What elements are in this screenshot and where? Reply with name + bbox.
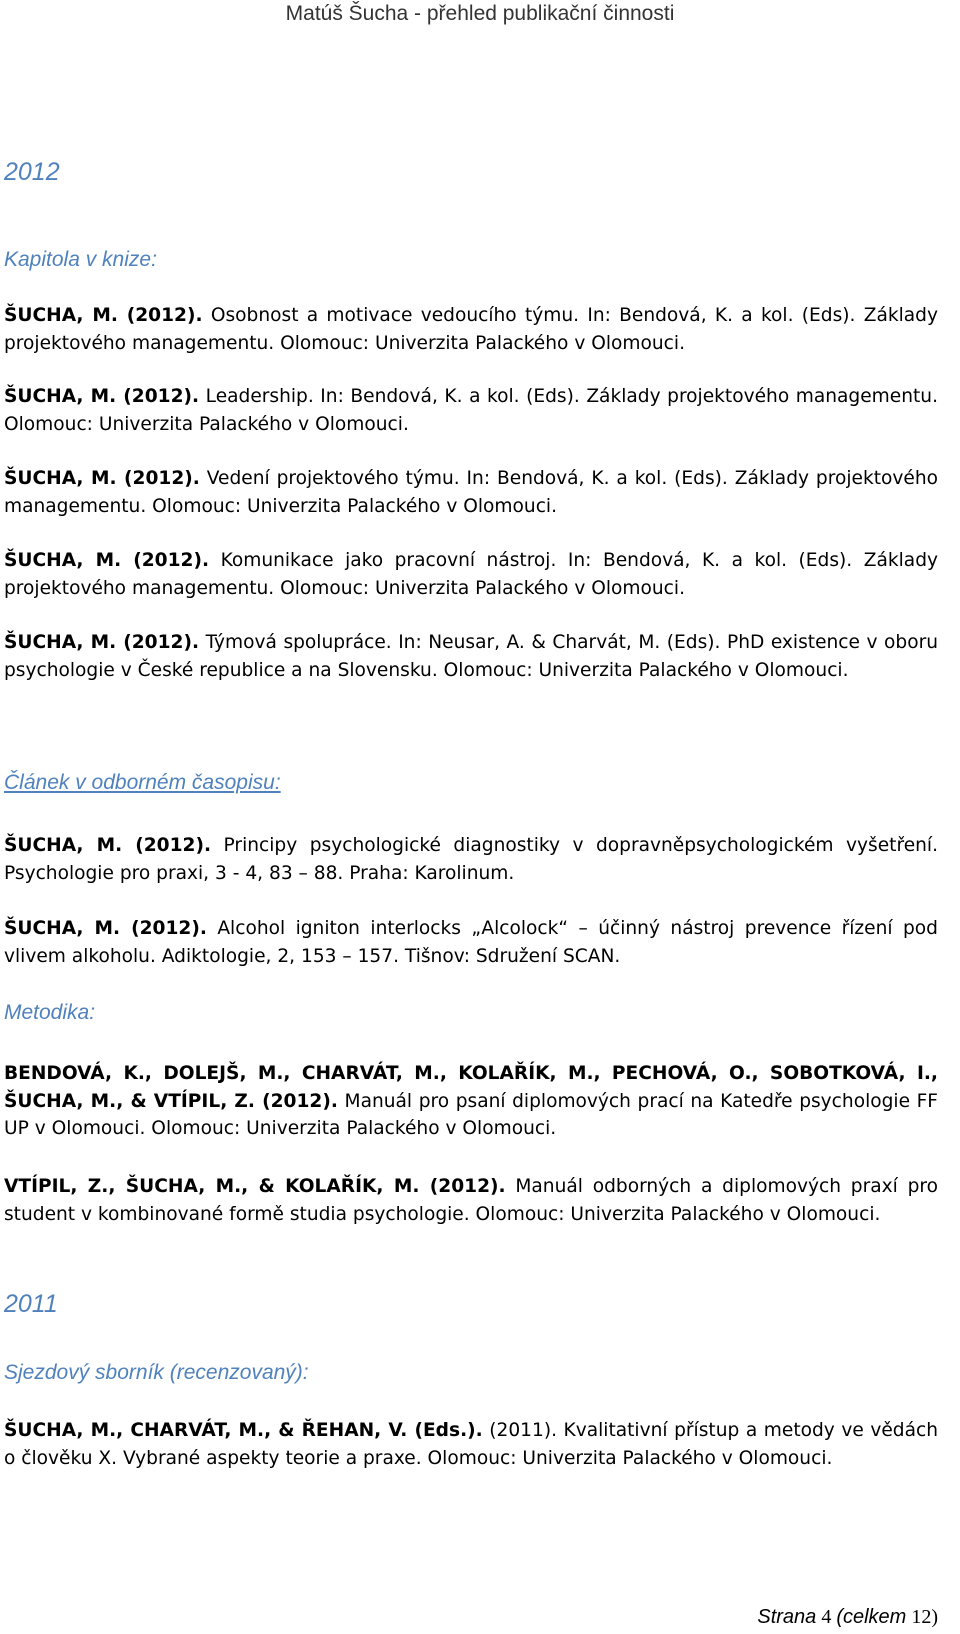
section-heading-clanek: Článek v odborném časopisu: (4, 771, 281, 794)
entry-authors: BENDOVÁ, K., DOLEJŠ, M., CHARVÁT, M., KOLAŘÍK, M., PECHOVÁ, O., SOBOTKOVÁ, I., ŠUCHA, M., & VTÍPIL, Z. (2012). (4, 1063, 938, 1112)
page-header: Matúš Šucha - přehled publikační činnosti (285, 2, 675, 25)
footer-total-pages: 12) (911, 1606, 938, 1628)
entry-text: Manuál pro psaní diplomových prací na Katedře psychologie FF UP v Olomouci. Olomouc: Univerzita Palackého v Olomouci. (4, 1090, 939, 1139)
publication-entry (4, 383, 938, 438)
entry-text: Alcohol igniton interlocks „Alcolock“ – účinný nástroj prevence řízení pod vlivem alkoholu. Adiktologie, 2, 153 – 157. Tišnov: Sdružení SCAN. (4, 918, 938, 967)
footer-page-number: 4 (821, 1606, 832, 1628)
entry-authors: ŠUCHA, M. (2012). (4, 305, 203, 326)
publication-entry (4, 832, 938, 887)
entry-text: Komunikace jako pracovní nástroj. In: Bendová, K. a kol. (Eds). Základy projektového managementu. Olomouc: Univerzita Palackého v Olomouci. (4, 550, 938, 599)
entry-text: (2011). Kvalitativní přístup a metody ve vědách o člověku X. Vybrané aspekty teorie a praxe. Olomouc: Univerzita Palackého v Olomouci. (4, 1420, 938, 1469)
section-heading-metodika: Metodika: (4, 1001, 96, 1024)
publication-entry (4, 1173, 938, 1228)
entry-text: Leadership. In: Bendová, K. a kol. (Eds). Základy projektového managementu. Olomouc: Univerzita Palackého v Olomouci. (4, 386, 938, 435)
publication-entry (4, 547, 938, 602)
publication-entry (4, 1060, 938, 1143)
entry-authors: ŠUCHA, M. (2012). (4, 468, 200, 489)
entry-authors: ŠUCHA, M. (2012). (4, 835, 212, 856)
entry-text: Týmová spolupráce. In: Neusar, A. & Charvát, M. (Eds). PhD existence v oboru psychologie v České republice a na Slovensku. Olomouc: Univerzita Palackého v Olomouci. (4, 632, 938, 681)
page-footer (757, 1606, 938, 1629)
entry-authors: ŠUCHA, M. (2012). (4, 550, 210, 571)
publication-entry (4, 465, 938, 520)
footer-strana-label: Strana (757, 1606, 817, 1628)
year-heading-2011: 2011 (4, 1290, 58, 1318)
entry-authors: ŠUCHA, M. (2012). (4, 386, 200, 407)
entry-text: Principy psychologické diagnostiky v dopravněpsychologickém vyšetření. Psychologie pro praxi, 3 - 4, 83 – 88. Praha: Karolinum. (4, 835, 938, 884)
publication-entry (4, 629, 938, 684)
publication-entry (4, 302, 938, 357)
entry-text: Osobnost a motivace vedoucího týmu. In: Bendová, K. a kol. (Eds). Základy projektového managementu. Olomouc: Univerzita Palackého v Olomouci. (4, 305, 938, 354)
entry-authors: ŠUCHA, M. (2012). (4, 918, 207, 939)
entry-authors: VTÍPIL, Z., ŠUCHA, M., & KOLAŘÍK, M. (2012). (4, 1176, 506, 1197)
year-heading-2012: 2012 (4, 158, 60, 186)
footer-celkem-label: (celkem (836, 1606, 907, 1628)
publication-entry (4, 915, 938, 970)
entry-text: Manuál odborných a diplomových praxí pro student v kombinované formě studia psychologie. Olomouc: Univerzita Palackého v Olomouci. (4, 1176, 938, 1225)
section-heading-kapitola: Kapitola v knize: (4, 248, 157, 271)
section-heading-sbornik: Sjezdový sborník (recenzovaný): (4, 1361, 309, 1384)
entry-authors: ŠUCHA, M., CHARVÁT, M., & ŘEHAN, V. (Eds.). (4, 1420, 483, 1441)
entry-text: Vedení projektového týmu. In: Bendová, K. a kol. (Eds). Základy projektového managementu. Olomouc: Univerzita Palackého v Olomouci. (4, 468, 938, 517)
publication-entry (4, 1417, 938, 1472)
entry-authors: ŠUCHA, M. (2012). (4, 632, 200, 653)
